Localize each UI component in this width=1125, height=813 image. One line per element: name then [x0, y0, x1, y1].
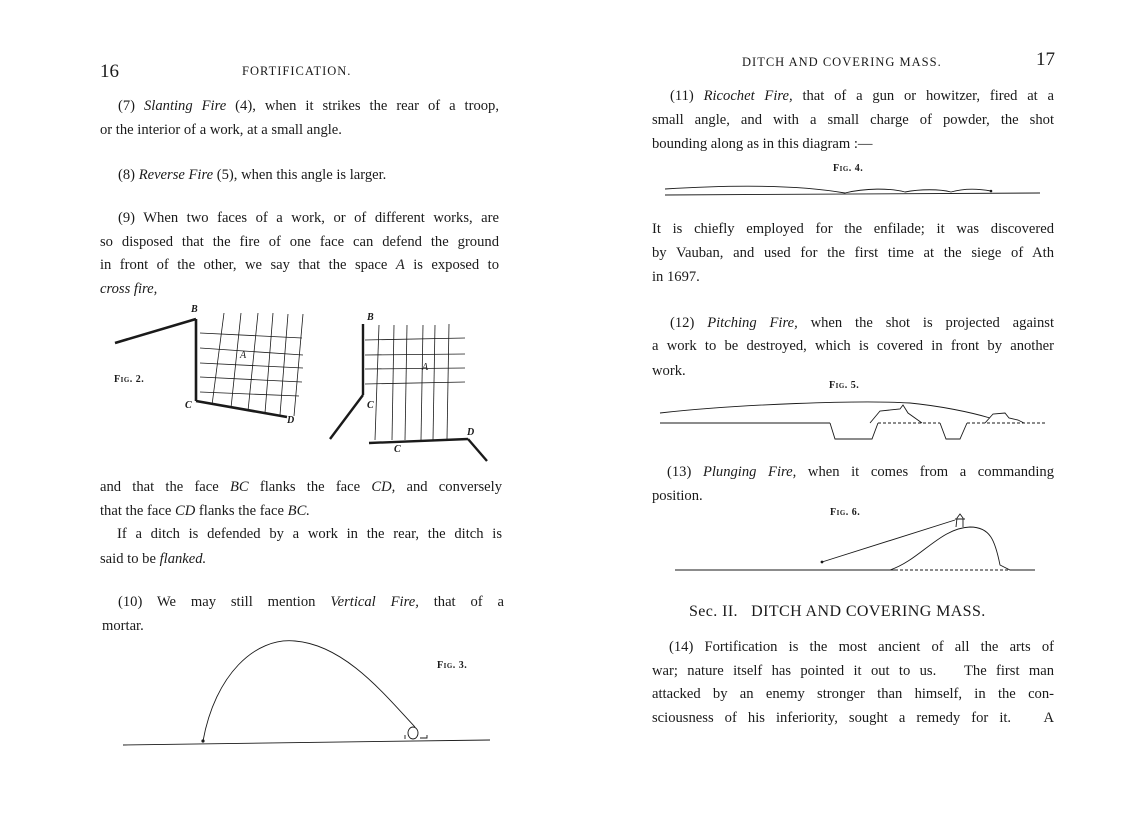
text: flanks the face: [198, 503, 284, 519]
text: (10) We may still mention: [118, 594, 316, 610]
fig-2-left-label-a: A: [240, 350, 247, 361]
term-pitching-fire: Pitching Fire,: [707, 315, 798, 331]
text: when it comes from a commanding: [807, 464, 1054, 480]
para-14-line-1: (14) Fortification is the most ancient of all the arts of: [669, 639, 1054, 655]
para-13-line-1: [667, 463, 1054, 481]
reference: (4),: [235, 98, 256, 114]
para-9-line-4: [100, 280, 157, 298]
para-14-line-3: attacked by an enemy stronger than himself, in the con-: [652, 686, 1054, 702]
fig-2-left-label-b: B: [191, 304, 198, 315]
text: when this angle is larger.: [241, 167, 387, 183]
para-number: (11): [670, 88, 694, 104]
para-number: (13): [667, 464, 692, 480]
para-number: (7): [118, 98, 136, 114]
term-plunging-fire: Plunging Fire,: [702, 464, 797, 480]
para-11-line-3: bounding along as in this diagram :—: [652, 136, 873, 152]
fig-2-left-label-c: C: [185, 400, 192, 411]
para-12-line-1: [670, 314, 1054, 332]
text: said to be: [100, 551, 156, 567]
variable-cd: CD: [174, 503, 196, 519]
variable-bc: BC.: [287, 503, 310, 519]
text: and that the face: [100, 479, 219, 495]
fig-4-label: Fig. 4.: [833, 163, 864, 174]
term-flanked: flanked.: [159, 551, 207, 567]
para-14-line-2: war; nature itself has pointed it out to us. The first man: [652, 663, 1054, 679]
fig-2-left-diagram: [110, 305, 310, 435]
para-7-line-2: or the interior of a work, at a small angle.: [100, 122, 342, 138]
fig-3-label: Fig. 3.: [437, 660, 468, 671]
fig-2-label: Fig. 2.: [114, 374, 145, 385]
fig-6-plunging-fire-diagram: [670, 510, 1050, 580]
text: that the face: [100, 503, 172, 519]
term-cross-fire: cross fire,: [100, 281, 158, 297]
reference: (5),: [216, 167, 238, 183]
text: in front of the other, we say that the space: [100, 257, 388, 273]
fig-5-label: Fig. 5.: [829, 380, 860, 391]
term-slanting-fire: Slanting Fire: [144, 98, 227, 114]
para-8: [118, 166, 386, 184]
variable-bc: BC: [229, 479, 249, 495]
term-reverse-fire: Reverse Fire: [138, 167, 214, 183]
fig-2-left-label-d: D: [287, 415, 295, 426]
term-vertical-fire: Vertical Fire,: [330, 594, 419, 610]
variable-a: A: [395, 257, 405, 273]
para-11-line-1: [670, 87, 1054, 105]
para-11-line-2: small angle, and with a small charge of powder, the shot: [652, 112, 1054, 128]
fig-2-right-label-c1: C: [367, 400, 374, 411]
para-number: (8): [118, 167, 136, 183]
flank-line-2: [100, 502, 310, 520]
section-heading: Sec. II. DITCH AND COVERING MASS.: [689, 603, 986, 620]
flank-line-3: If a ditch is defended by a work in the rear, the ditch is: [117, 526, 502, 542]
para-11b-line-2: by Vauban, and used for the first time at the siege of Ath: [652, 245, 1054, 261]
text: that of a gun or howitzer, fired at a: [802, 88, 1054, 104]
para-10-line-1: [118, 593, 504, 611]
para-9-line-2: so disposed that the fire of one face can defend the ground: [100, 234, 499, 250]
fig-6-label: Fig. 6.: [830, 507, 861, 518]
text: that of a: [433, 594, 504, 610]
fig-2-right-label-b: B: [367, 312, 374, 323]
para-9-line-1: (9) When two faces of a work, or of different works, are: [118, 210, 499, 226]
running-head-left: FORTIFICATION.: [242, 64, 352, 78]
para-13-line-2: position.: [652, 488, 703, 504]
para-7-line-1: [100, 97, 499, 115]
text: and conversely: [406, 479, 503, 495]
text: flanks the face: [259, 479, 361, 495]
variable-cd: CD,: [371, 479, 396, 495]
flank-line-4: [100, 550, 206, 568]
para-9-line-3: [100, 256, 499, 274]
running-head-right: DITCH AND COVERING MASS.: [742, 55, 942, 69]
para-12-line-3: work.: [652, 363, 686, 379]
fig-2-right-label-c2: C: [394, 444, 401, 455]
para-10-line-2: mortar.: [102, 618, 144, 634]
text: when the shot is projected against: [810, 315, 1055, 331]
para-11b-line-1: It is chiefly employed for the enfilade; it was discovered: [652, 221, 1054, 237]
para-11b-line-3: in 1697.: [652, 269, 700, 285]
page-number-left: 16: [100, 61, 119, 82]
fig-2-right-diagram: [325, 318, 505, 478]
fig-3-vertical-fire-diagram: [115, 635, 495, 755]
para-12-line-2: a work to be destroyed, which is covered in front by another: [652, 338, 1054, 354]
text: is exposed to: [413, 257, 499, 273]
text: when it strikes the rear of a troop,: [264, 98, 499, 114]
page-number-right: 17: [1036, 49, 1055, 70]
flank-line-1: [100, 478, 502, 496]
term-ricochet-fire: Ricochet Fire,: [703, 88, 793, 104]
para-14-line-4: sciousness of his inferiority, sought a remedy for it. A: [652, 710, 1054, 726]
fig-2-right-label-d: D: [467, 427, 475, 438]
fig-2-right-label-a: A: [422, 362, 429, 373]
fig-4-ricochet-diagram: [665, 182, 1055, 202]
para-number: (12): [670, 315, 695, 331]
fig-5-pitching-fire-diagram: [660, 400, 1060, 450]
